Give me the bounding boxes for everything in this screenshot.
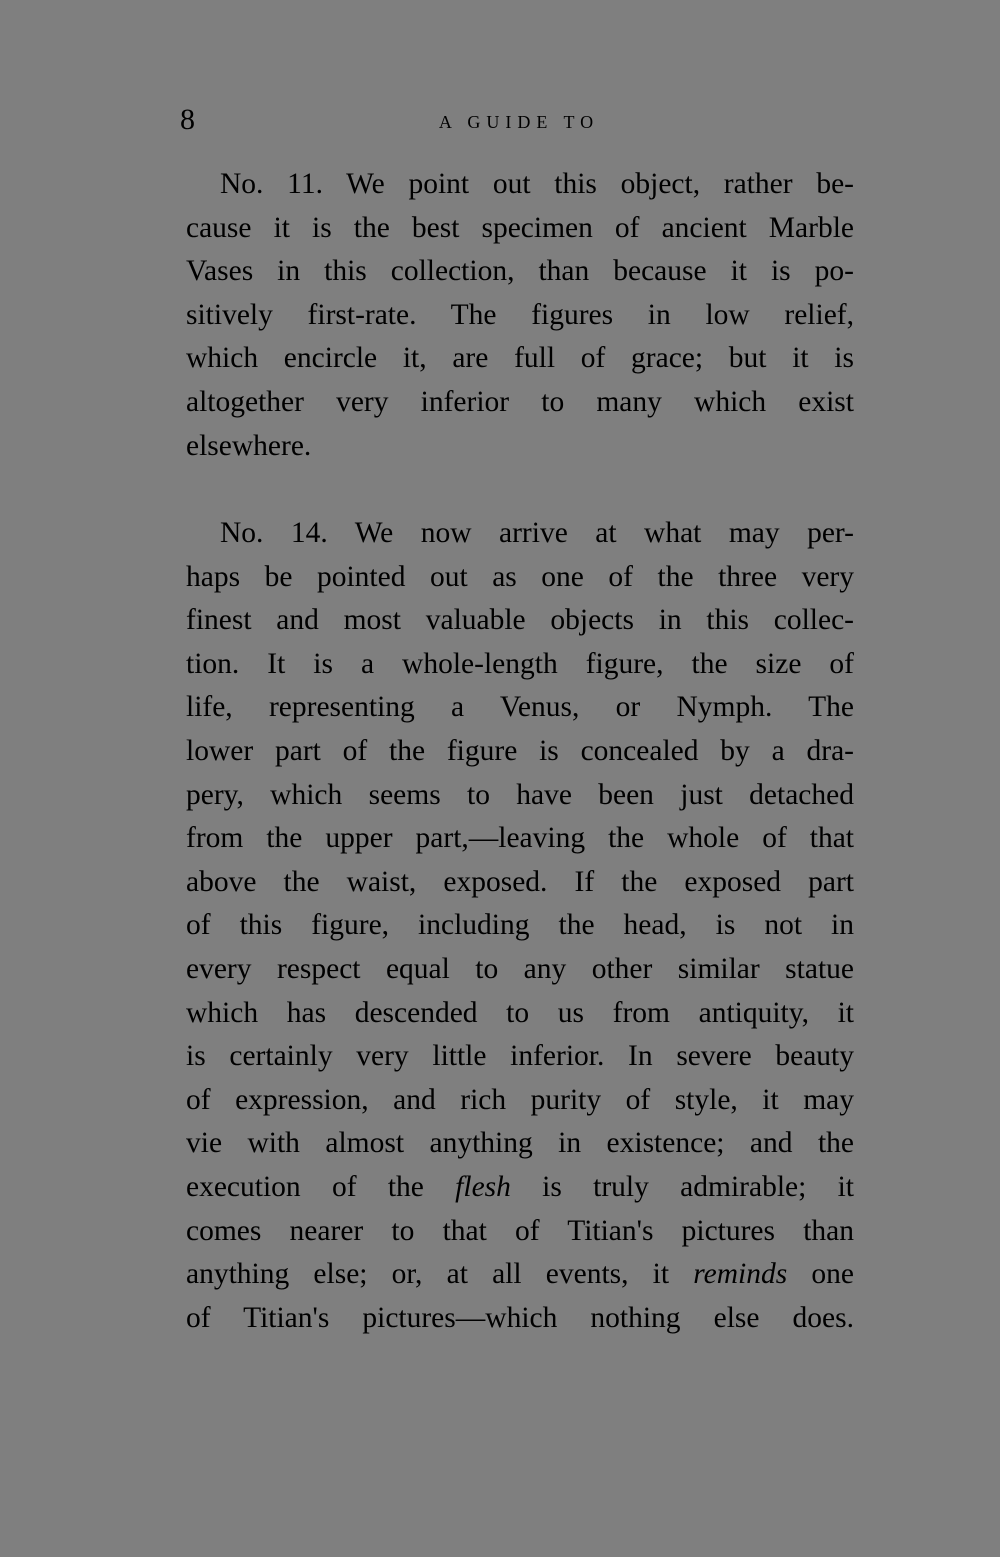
text-line: No. 11. We point out this object, rather be- bbox=[220, 168, 854, 200]
italic-word: reminds bbox=[693, 1258, 788, 1291]
text-line: pery, which seems to have been just detached bbox=[186, 778, 854, 811]
text-line: lower part of the figure is concealed by a dra- bbox=[186, 734, 854, 767]
text-line: haps be pointed out as one of the three very bbox=[186, 560, 854, 593]
text-run: execution of the bbox=[186, 1170, 456, 1203]
text-line: every respect equal to any other similar statue bbox=[186, 952, 854, 985]
text-line: vie with almost anything in existence; and the bbox=[186, 1127, 854, 1160]
text-line: altogether very inferior to many which exist bbox=[186, 385, 854, 418]
text-line: Vases in this collection, than because it is po- bbox=[186, 255, 854, 288]
page-number: 8 bbox=[180, 103, 195, 136]
text-line: is certainly very little inferior. In severe beauty bbox=[186, 1040, 854, 1073]
text-line: above the waist, exposed. If the exposed part bbox=[186, 865, 854, 898]
text-line: of this figure, including the head, is not in bbox=[186, 909, 854, 942]
text-line: comes nearer to that of Titian's pictures than bbox=[186, 1214, 854, 1247]
text-line: finest and most valuable objects in this collec- bbox=[186, 604, 854, 637]
running-head-title: A GUIDE TO bbox=[438, 112, 600, 132]
text-run: anything else; or, at all events, it bbox=[186, 1258, 694, 1291]
text-line: from the upper part,—leaving the whole of that bbox=[186, 822, 854, 855]
text-line-with-italic bbox=[186, 1253, 854, 1297]
text-line: which encircle it, are full of grace; but it is bbox=[186, 342, 854, 375]
text-run: one bbox=[787, 1258, 854, 1291]
text-line: sitively first-rate. The figures in low relief, bbox=[186, 298, 854, 331]
text-run: is truly admirable; it bbox=[510, 1170, 854, 1203]
text-line: of expression, and rich purity of style, it may bbox=[186, 1083, 854, 1116]
italic-word: flesh bbox=[455, 1170, 511, 1203]
text-line-with-italic bbox=[186, 1166, 854, 1210]
catalogue-entry-no-14 bbox=[186, 512, 854, 1340]
catalogue-entry-no-11 bbox=[186, 163, 854, 468]
text-line: tion. It is a whole-length figure, the size of bbox=[186, 647, 854, 680]
text-line: No. 14. We now arrive at what may per- bbox=[220, 517, 854, 549]
text-line: life, representing a Venus, or Nymph. The bbox=[186, 691, 854, 724]
text-line: of Titian's pictures—which nothing else does. bbox=[186, 1301, 854, 1334]
running-head bbox=[180, 100, 858, 140]
text-line: which has descended to us from antiquity, it bbox=[186, 996, 854, 1029]
text-line: cause it is the best specimen of ancient Marble bbox=[186, 211, 854, 244]
text-line: elsewhere. bbox=[186, 429, 312, 462]
